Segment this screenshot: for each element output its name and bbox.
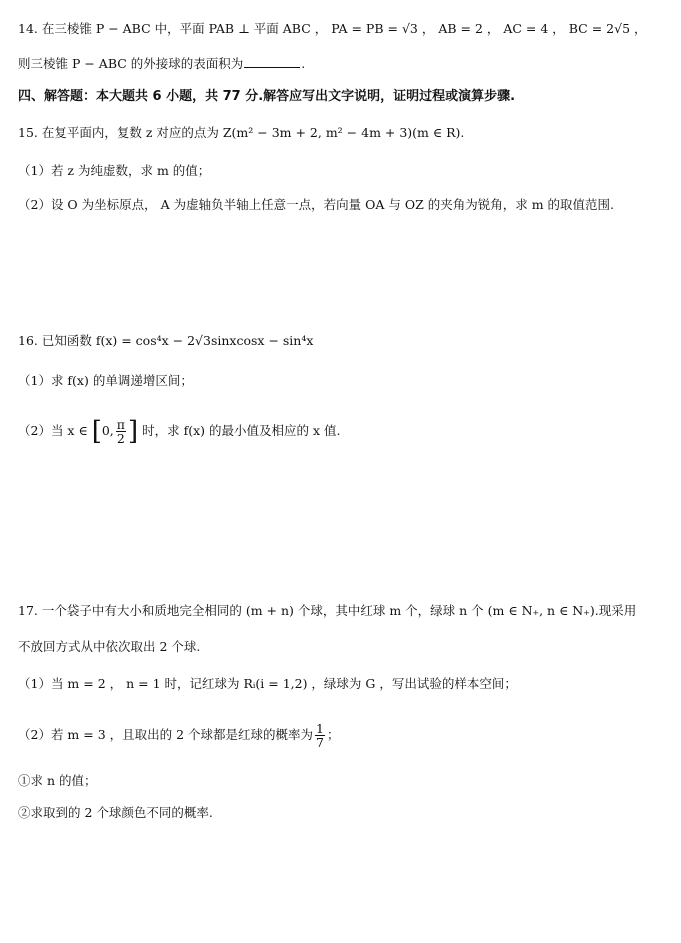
frac-numerator: π <box>116 417 125 432</box>
q15-part2: （2）设 O 为坐标原点， A 为虚轴负半轴上任意一点，若向量 OA 与 OZ 的夹角为锐角，求 m 的取值范围. <box>18 197 614 212</box>
q17-stem2: 不放回方式从中依次取出 2 个球. <box>18 639 201 654</box>
q14-line2 <box>18 55 305 73</box>
q16-part2-text: （2）当 x ∈ <box>18 423 92 438</box>
pi-over-2 <box>116 418 126 445</box>
q16-stem: 16. 已知函数 f(x) = cos⁴x − 2√3sinxcosx − sin⁴x <box>18 333 314 348</box>
q17-sub1: ①求 n 的值； <box>18 773 97 788</box>
prob-numerator: 1 <box>316 721 324 736</box>
q17-sub2: ②求取到的 2 个球颜色不同的概率. <box>18 805 213 820</box>
frac-denominator: 2 <box>116 431 125 446</box>
q16-part1: （1）求 f(x) 的单调递增区间； <box>18 373 193 388</box>
q16-part2 <box>18 418 340 445</box>
q17-part2-end: ； <box>326 727 340 742</box>
q14-line2-text: 则三棱锥 P − ABC 的外接球的表面积为 <box>18 56 244 71</box>
q17-part1: （1）当 m = 2 ， n = 1 时，记红球为 Rᵢ(i = 1,2) ，绿球为 G ，写出试验的样本空间； <box>18 676 517 691</box>
left-bracket: [ <box>91 416 102 447</box>
q17-part2-text: （2）若 m = 3 ，且取出的 2 个球都是红球的概率为 <box>18 727 314 742</box>
section-heading: 四、解答题：本大题共 6 小题，共 77 分.解答应写出文字说明，证明过程或演算步骤. <box>18 89 516 104</box>
q14-line2-end: . <box>301 56 306 71</box>
answer-blank <box>244 55 300 68</box>
q17-part2 <box>18 722 340 749</box>
probability-fraction <box>315 722 325 749</box>
q17-stem1: 17. 一个袋子中有大小和质地完全相同的 (m + n) 个球，其中红球 m 个，绿球 n 个 (m ∈ N₊, n ∈ N₊).现采用 <box>18 603 637 618</box>
q14-line1: 14. 在三棱锥 P − ABC 中，平面 PAB ⊥ 平面 ABC ， PA = PB = √3 ， AB = 2 ， AC = 4 ， BC = 2√5 ， <box>18 21 647 36</box>
right-bracket: ] <box>128 416 139 447</box>
q16-part2-end: 时，求 f(x) 的最小值及相应的 x 值. <box>138 423 341 438</box>
q15-part1: （1）若 z 为纯虚数，求 m 的值； <box>18 163 211 178</box>
prob-denominator: 7 <box>316 735 324 750</box>
interval-left: 0, <box>101 423 114 438</box>
q15-stem: 15. 在复平面内，复数 z 对应的点为 Z(m² − 3m + 2, m² − 4m + 3)(m ∈ R). <box>18 125 465 140</box>
